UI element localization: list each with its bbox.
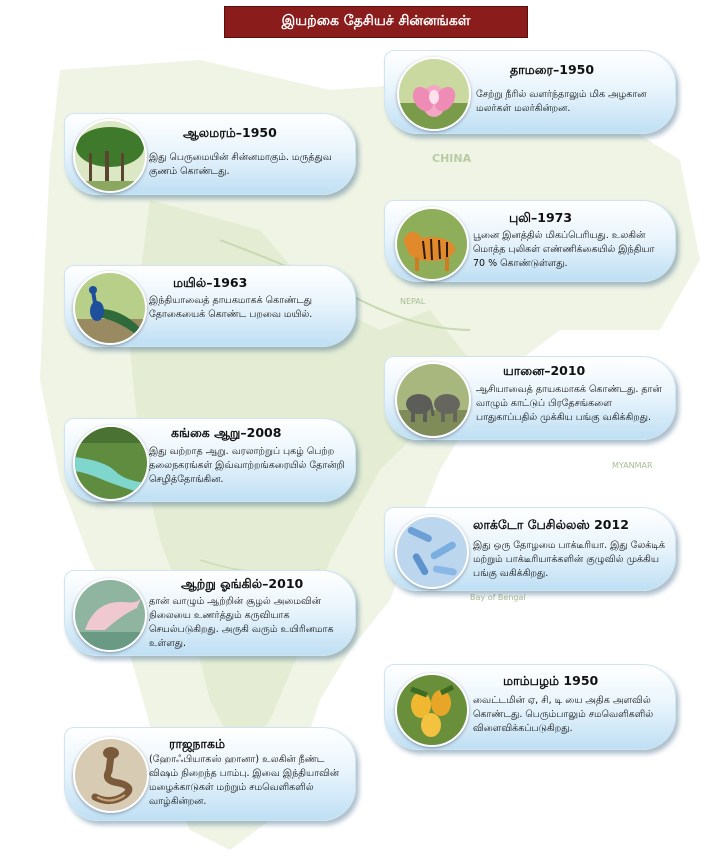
- card-peacock: [64, 265, 356, 347]
- dolphin-title: ஆற்று ஓங்கில்–2010: [181, 576, 304, 591]
- cobra-title: ராஜநாகம்: [169, 736, 226, 751]
- card-river-dolphin: [64, 570, 356, 656]
- peacock-title: மயில்–1963: [173, 275, 248, 290]
- ganga-title: கங்கை ஆறு–2008: [171, 425, 282, 440]
- elephant-title: யானை–2010: [503, 363, 586, 378]
- card-tiger: [384, 200, 676, 282]
- lactobacillus-title: லாக்டோ பேசில்லஸ் 2012: [473, 517, 629, 532]
- tiger-title: புலி–1973: [509, 210, 573, 225]
- lotus-icon: [397, 57, 471, 131]
- page-title: இயற்கை தேசியச் சின்னங்கள்: [224, 6, 528, 38]
- river-icon: [73, 425, 149, 501]
- card-banyan: [64, 113, 356, 195]
- mango-desc: வைட்டமின் ஏ, சி, டி யை அதிக அளவில் கொண்டது. பெரும்பாலும் சமவெளிகளில் விளைவிக்கப்படுகிறது.: [473, 695, 654, 734]
- bacteria-icon: [395, 515, 469, 589]
- card-mango: [384, 664, 676, 750]
- lactobacillus-desc: இது ஒரு தோழமை பாக்டீரியா. இது லேக்டிக் மற்றும் பாக்டீரியாக்களின் குழுவில் முக்கிய பங்கு வகிக்கிறது.: [473, 540, 665, 579]
- elephant-desc: ஆசியாவைத் தாயகமாகக் கொண்டது. தான் வாழும் காட்டுப் பிரதேசங்களை பாதுகாப்பதில் முக்கிய பங்கு வகிக்கிறது.: [476, 384, 662, 423]
- peacock-icon: [73, 271, 147, 345]
- map-label-bay: Bay of Bengal: [470, 593, 526, 602]
- tiger-icon: [395, 207, 469, 281]
- card-lactobacillus: [384, 507, 676, 591]
- mango-icon: [395, 673, 469, 747]
- king-cobra-icon: [73, 737, 149, 813]
- elephant-icon: [395, 362, 471, 438]
- tiger-desc: பூனை இனத்தில் மிகப்பெரியது. உலகின் மொத்த புலிகள் எண்ணிக்கையில் இந்தியா 70 % கொண்டுள்ளது.: [473, 230, 655, 269]
- lotus-title: தாமரை–1950: [510, 62, 595, 77]
- banyan-tree-icon: [73, 119, 147, 193]
- peacock-desc: இந்தியாவைத் தாயகமாகக் கொண்டது தோகையைக் கொண்ட பறவை மயில்.: [149, 295, 313, 320]
- dolphin-icon: [73, 578, 147, 652]
- card-lotus: [384, 50, 676, 134]
- map-label-myanmar: MYANMAR: [612, 461, 653, 470]
- map-label-nepal: NEPAL: [400, 297, 426, 306]
- card-king-cobra: [64, 727, 356, 821]
- lotus-desc: சேற்று நீரில் வளர்ந்தாலும் மிக அழகான மலர்கள் மலர்கின்றன.: [476, 89, 647, 114]
- ganga-desc: இது வற்றாத ஆறு. வரலாற்றுப் புகழ் பெற்ற தலைநகரங்கள் இவ்வாற்றங்கரையில் தோன்றி செழித்தோங்கின.: [149, 446, 345, 485]
- map-label-china: CHINA: [432, 152, 472, 165]
- banyan-title: ஆலமரம்–1950: [183, 125, 277, 140]
- dolphin-desc: தான் வாழும் ஆற்றின் சூழல் அமைவின் நிலையை உணர்த்தும் கருவியாக செயல்படுகிறது. அருகி வரும் உயிரினமாக உள்ளது.: [149, 596, 334, 649]
- cobra-desc: (ஹோஃபியாகஸ் ஹானா) உலகின் நீண்ட விஷம் நிறைந்த பாம்பு. இவை இந்தியாவின் மழைக்காடுகள் மற்றும் சமவெளிகளில் வாழ்கின்றன.: [149, 754, 340, 807]
- mango-title: மாம்பழம் 1950: [503, 673, 599, 688]
- card-ganga: [64, 418, 356, 502]
- card-elephant: [384, 356, 676, 440]
- banyan-desc: இது பெருமையின் சின்னமாகும். மருத்துவ குணம் கொண்டது.: [149, 152, 332, 177]
